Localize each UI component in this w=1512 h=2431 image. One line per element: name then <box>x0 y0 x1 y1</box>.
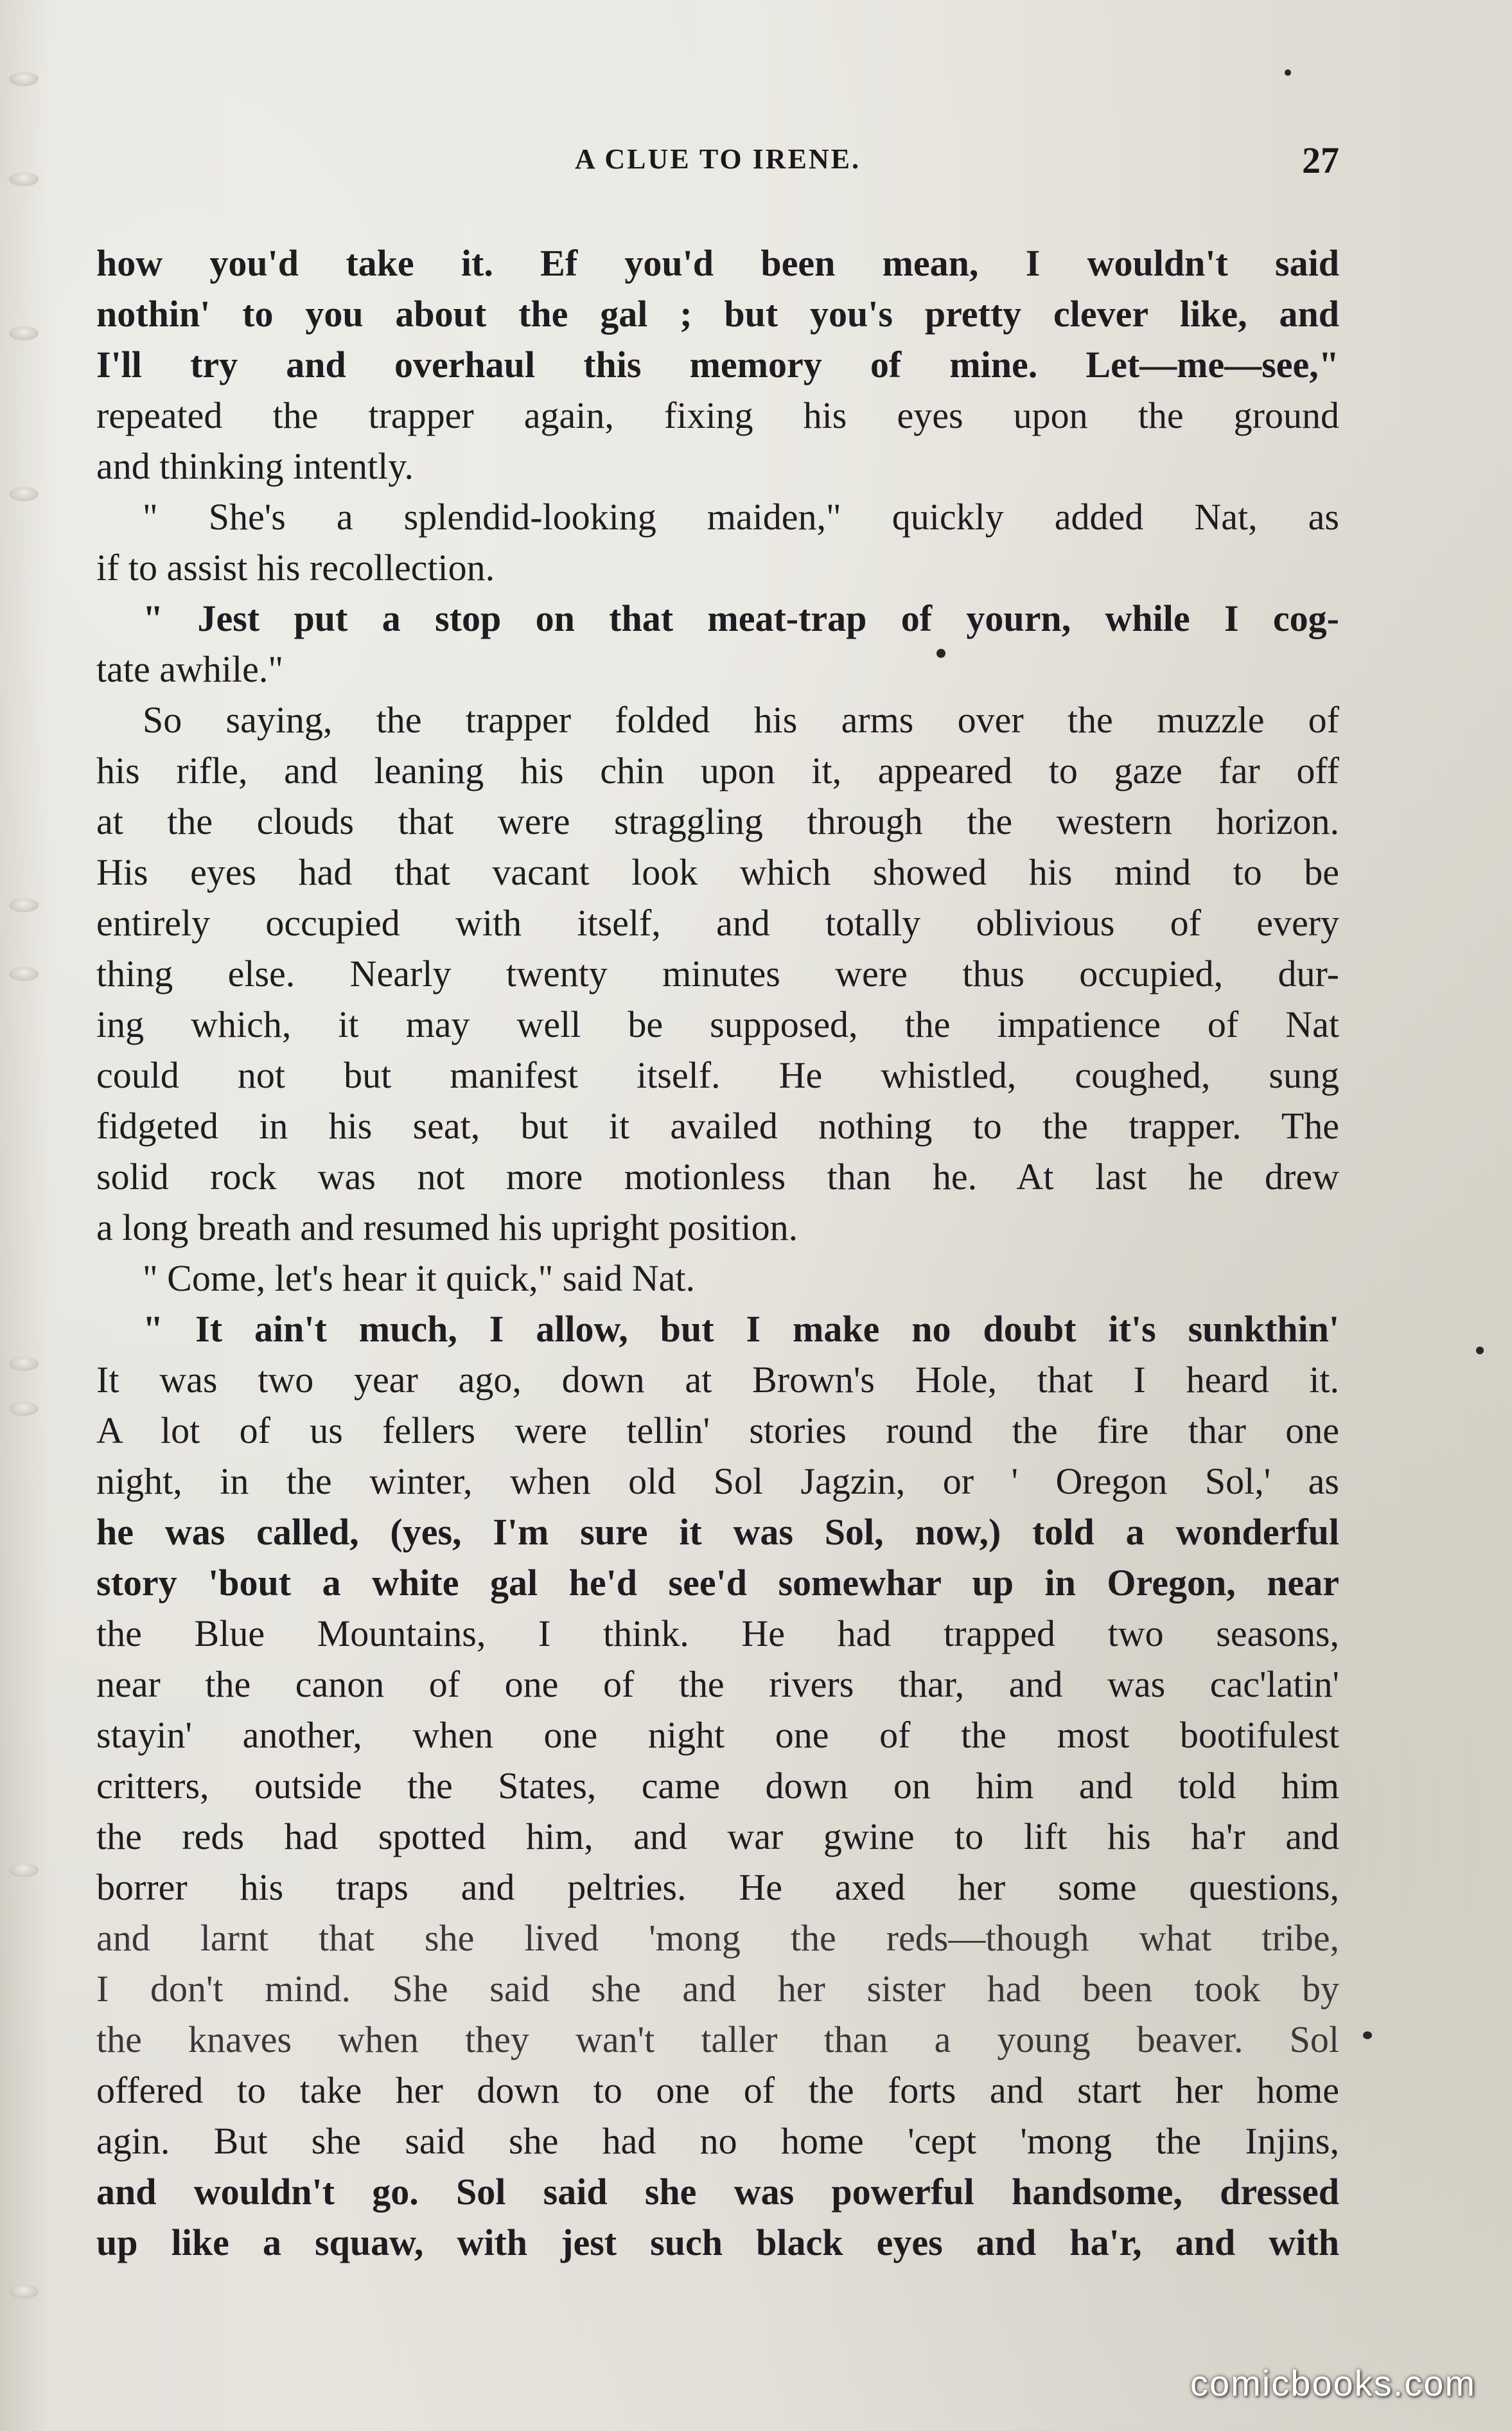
text-line: could not but manifest itself. He whistled, coughed, sung <box>96 1054 1339 1096</box>
binding-hole <box>9 967 39 981</box>
text-line: thing else. Nearly twenty minutes were thus occupied, dur- <box>96 953 1339 994</box>
text-line: story 'bout a white gal he'd see'd somewhar up in Oregon, near <box>96 1562 1339 1604</box>
text-line: agin. But she said she had no home 'cept 'mong the Injins, <box>96 2120 1339 2162</box>
text-line: tate awhile." <box>96 648 283 690</box>
ink-speck <box>1363 2031 1372 2039</box>
binding-hole <box>9 1357 39 1371</box>
text-line: ing which, it may well be supposed, the impatience of Nat <box>96 1003 1339 1045</box>
text-line: the reds had spotted him, and war gwine to lift his ha'r and <box>96 1816 1339 1857</box>
text-line: the knaves when they wan't taller than a young beaver. Sol <box>96 2019 1339 2060</box>
text-line: I don't mind. She said she and her sister had been took by <box>96 1968 1339 2010</box>
text-line: the Blue Mountains, I think. He had trapped two seasons, <box>96 1613 1339 1654</box>
running-title: A CLUE TO IRENE. <box>575 143 861 175</box>
text-line: he was called, (yes, I'm sure it was Sol, now,) told a wonderful <box>96 1511 1339 1553</box>
text-line: It was two year ago, down at Brown's Hole, that I heard it. <box>96 1359 1339 1401</box>
binding-hole <box>9 326 39 340</box>
binding-hole <box>9 1863 39 1877</box>
body-text <box>96 238 1339 2268</box>
text-line: " Come, let's hear it quick," said Nat. <box>143 1257 695 1299</box>
text-line: " It ain't much, I allow, but I make no doubt it's sunkthin' <box>143 1308 1339 1350</box>
text-line: So saying, the trapper folded his arms over the muzzle of <box>143 699 1339 741</box>
binding-hole <box>9 487 39 501</box>
binding-hole <box>9 172 39 186</box>
text-line: " Jest put a stop on that meat-trap of yourn, while I cog- <box>143 597 1339 639</box>
text-line: up like a squaw, with jest such black eyes and ha'r, and with <box>96 2222 1339 2263</box>
text-line: offered to take her down to one of the forts and start her home <box>96 2069 1339 2111</box>
text-line: repeated the trapper again, fixing his eyes upon the ground <box>96 394 1339 436</box>
ink-speck <box>1476 1347 1484 1354</box>
text-line: entirely occupied with itself, and totally oblivious of every <box>96 902 1339 944</box>
text-line: a long breath and resumed his upright position. <box>96 1207 798 1248</box>
binding-hole <box>9 898 39 912</box>
ink-speck <box>1285 69 1291 76</box>
text-line: near the canon of one of the rivers thar, and was cac'latin' <box>96 1663 1339 1705</box>
binding-hole <box>9 1402 39 1416</box>
text-line: His eyes had that vacant look which showed his mind to be <box>96 851 1339 893</box>
text-line: how you'd take it. Ef you'd been mean, I wouldn't said <box>96 242 1339 284</box>
text-line: and thinking intently. <box>96 445 414 487</box>
text-line: fidgeted in his seat, but it availed nothing to the trapper. The <box>96 1105 1339 1147</box>
text-line: " She's a splendid-looking maiden," quickly added Nat, as <box>143 496 1339 538</box>
text-line: nothin' to you about the gal ; but you's pretty clever like, and <box>96 293 1339 335</box>
text-line: if to assist his recollection. <box>96 547 495 588</box>
page-number: 27 <box>1302 139 1339 181</box>
page-header <box>96 139 1339 188</box>
watermark: comicbooks.com <box>1190 2363 1476 2403</box>
text-line: borrer his traps and peltries. He axed her some questions, <box>96 1866 1339 1908</box>
text-line: solid rock was not more motionless than he. At last he drew <box>96 1156 1339 1198</box>
binding-hole <box>9 2285 39 2299</box>
text-line: night, in the winter, when old Sol Jagzin, or ' Oregon Sol,' as <box>96 1460 1339 1502</box>
binding-hole <box>9 72 39 86</box>
text-line: I'll try and overhaul this memory of mine. Let—me—see," <box>96 344 1339 385</box>
text-line: and wouldn't go. Sol said she was powerful handsome, dressed <box>96 2171 1339 2213</box>
text-line: A lot of us fellers were tellin' stories round the fire thar one <box>96 1410 1339 1451</box>
text-line: critters, outside the States, came down on him and told him <box>96 1765 1339 1807</box>
text-line: at the clouds that were straggling through the western horizon. <box>96 800 1339 842</box>
text-line: and larnt that she lived 'mong the reds—though what tribe, <box>96 1917 1339 1959</box>
text-line: his rifle, and leaning his chin upon it, appeared to gaze far off <box>96 750 1339 791</box>
text-line: stayin' another, when one night one of the most bootifulest <box>96 1714 1339 1756</box>
